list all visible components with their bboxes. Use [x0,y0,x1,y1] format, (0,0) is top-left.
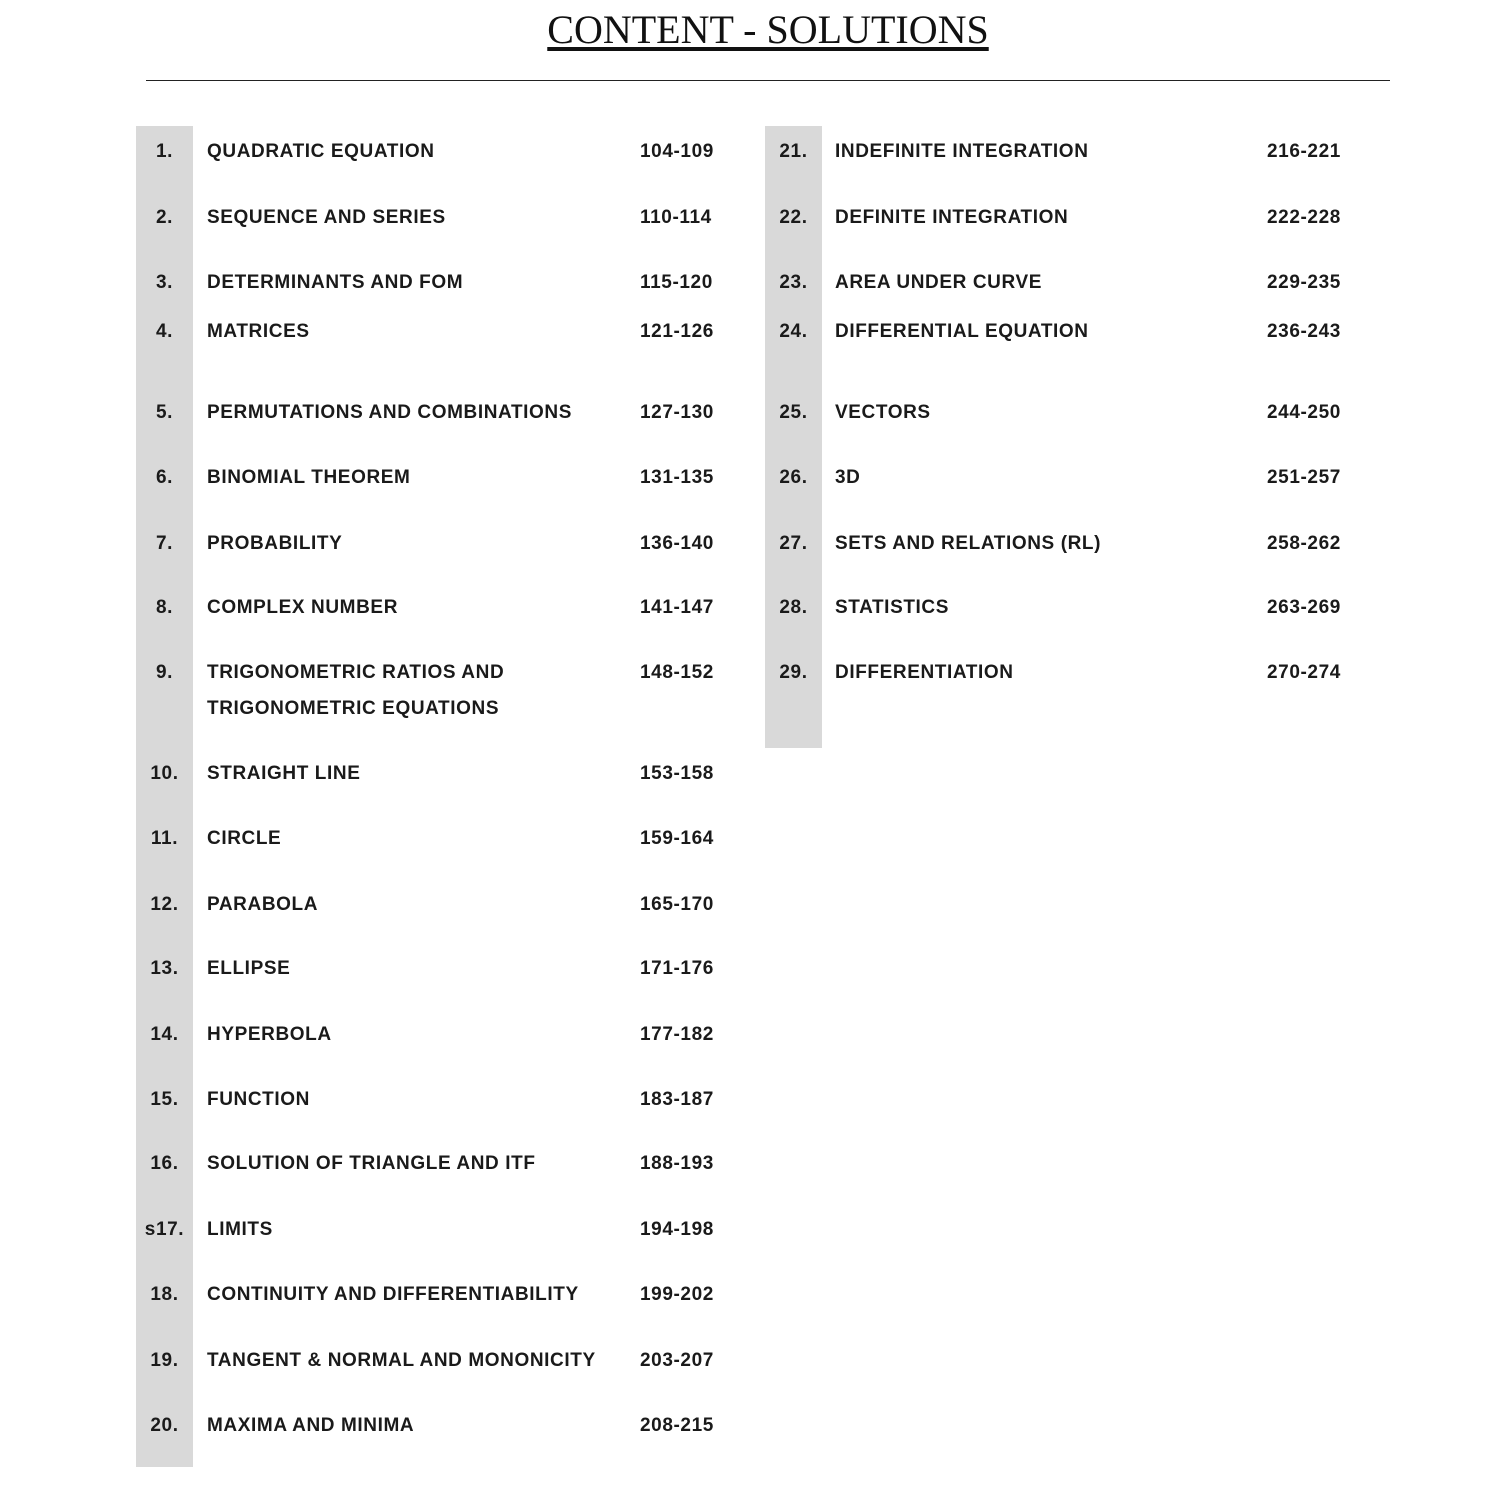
page-range: 188-193 [640,1153,714,1174]
page-range: 153-158 [640,763,714,784]
chapter-title[interactable]: PROBABILITY [207,533,343,554]
chapter-title[interactable]: CONTINUITY AND DIFFERENTIABILITY [207,1284,579,1305]
chapter-title[interactable]: DIFFERENTIATION [835,662,1014,683]
chapter-number: 21. [779,141,808,162]
chapter-title[interactable]: STATISTICS [835,597,950,618]
chapter-number: 8. [155,597,174,618]
chapter-number: 14. [150,1024,179,1045]
chapter-title[interactable]: STRAIGHT LINE [207,763,361,784]
chapter-title[interactable]: DIFFERENTIAL EQUATION [835,321,1089,342]
chapter-title[interactable]: DETERMINANTS AND FOM [207,272,464,293]
chapter-number: 22. [779,207,808,228]
page-range: 194-198 [640,1219,714,1240]
chapter-number: 20. [150,1415,179,1436]
chapter-number: 5. [155,402,174,423]
chapter-title[interactable]: BINOMIAL THEOREM [207,467,411,488]
chapter-number: 27. [779,533,808,554]
chapter-title[interactable]: VECTORS [835,402,931,423]
page-range: 131-135 [640,467,714,488]
chapter-number: 12. [150,894,179,915]
chapter-number: 13. [150,958,179,979]
chapter-title[interactable]: FUNCTION [207,1089,310,1110]
page-range: 236-243 [1267,321,1341,342]
page-range: 208-215 [640,1415,714,1436]
chapter-title[interactable]: SOLUTION OF TRIANGLE AND ITF [207,1153,536,1174]
chapter-title[interactable]: 3D [835,467,861,488]
page-range: 222-228 [1267,207,1341,228]
chapter-number: 24. [779,321,808,342]
chapter-title[interactable]: SEQUENCE AND SERIES [207,207,446,228]
chapter-title[interactable]: QUADRATIC EQUATION [207,141,435,162]
page-range: 229-235 [1267,272,1341,293]
chapter-title[interactable]: ELLIPSE [207,958,291,979]
chapter-title-line-2[interactable]: TRIGONOMETRIC EQUATIONS [207,698,500,719]
chapter-title[interactable]: COMPLEX NUMBER [207,597,399,618]
page-range: 177-182 [640,1024,714,1045]
page-range: 216-221 [1267,141,1341,162]
chapter-title[interactable]: HYPERBOLA [207,1024,332,1045]
page-range: 141-147 [640,597,714,618]
page-range: 263-269 [1267,597,1341,618]
page-range: 121-126 [640,321,714,342]
chapter-title[interactable]: PERMUTATIONS AND COMBINATIONS [207,402,573,423]
page-range: 183-187 [640,1089,714,1110]
chapter-number: 6. [155,467,174,488]
page-range: 127-130 [640,402,714,423]
chapter-number: 9. [155,662,174,683]
chapter-number: 19. [150,1350,179,1371]
page-range: 104-109 [640,141,714,162]
chapter-number: 7. [155,533,174,554]
chapter-title[interactable]: MATRICES [207,321,310,342]
chapter-number: 4. [155,321,174,342]
chapter-number: 15. [150,1089,179,1110]
chapter-number: 26. [779,467,808,488]
page-range: 148-152 [640,662,714,683]
title-divider [146,80,1390,81]
page-range: 203-207 [640,1350,714,1371]
chapter-title[interactable]: CIRCLE [207,828,282,849]
chapter-number: 16. [150,1153,179,1174]
chapter-number: 25. [779,402,808,423]
chapter-title[interactable]: LIMITS [207,1219,273,1240]
page-range: 199-202 [640,1284,714,1305]
page-range: 165-170 [640,894,714,915]
page-range: 159-164 [640,828,714,849]
chapter-number: 1. [155,141,174,162]
chapter-number: 11. [150,828,179,849]
chapter-title[interactable]: TANGENT & NORMAL AND MONONICITY [207,1350,596,1371]
chapter-title[interactable]: DEFINITE INTEGRATION [835,207,1069,228]
page-range: 251-257 [1267,467,1341,488]
chapter-number: 2. [155,207,174,228]
chapter-number: 28. [779,597,808,618]
page-range: 258-262 [1267,533,1341,554]
chapter-number: s17. [144,1219,185,1240]
page-range: 136-140 [640,533,714,554]
page-range: 110-114 [640,207,712,228]
chapter-number: 3. [155,272,174,293]
chapter-title[interactable]: SETS AND RELATIONS (RL) [835,533,1102,554]
chapter-title[interactable]: TRIGONOMETRIC RATIOS AND [207,662,505,683]
chapter-number: 18. [150,1284,179,1305]
chapter-title[interactable]: AREA UNDER CURVE [835,272,1043,293]
chapter-title[interactable]: MAXIMA AND MINIMA [207,1415,415,1436]
chapter-title[interactable]: INDEFINITE INTEGRATION [835,141,1089,162]
chapter-number: 10. [150,763,179,784]
chapter-title[interactable]: PARABOLA [207,894,319,915]
page-range: 244-250 [1267,402,1341,423]
page-range: 115-120 [640,272,713,293]
page-title: CONTENT - SOLUTIONS [547,7,989,52]
page-range: 270-274 [1267,662,1341,683]
page-range: 171-176 [640,958,714,979]
chapter-number: 29. [779,662,808,683]
chapter-number: 23. [779,272,808,293]
